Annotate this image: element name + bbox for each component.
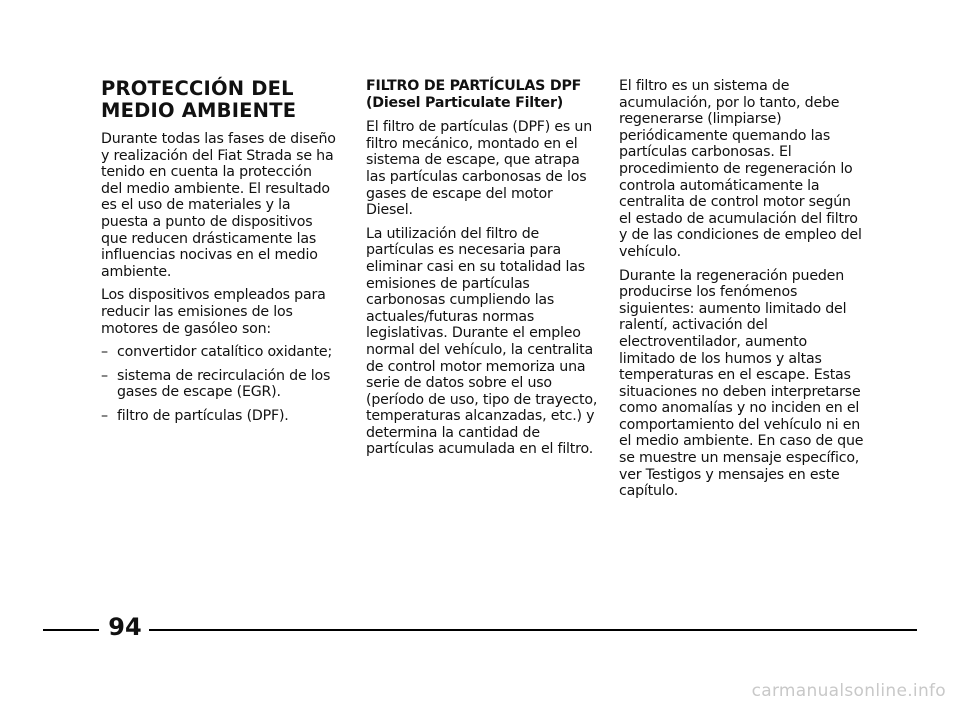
subheading-line-2: (Diesel Particulate Filter) [366, 94, 564, 111]
dpf-usage-paragraph: La utilización del filtro de partículas es necesaria para eliminar casi en su totalidad las emisiones de partículas carbonosas cumpliendo las actuales/futuras normas legislativas. Durante el empleo normal del vehículo, la centralita de control motor memoriza una serie de datos sobre el uso (período de uso, tipo de trayecto, temperaturas alcanzadas, etc.) y determina la cantidad de partículas acumulada en el filtro. [366, 225, 598, 458]
list-item-text: filtro de partículas (DPF). [117, 407, 289, 424]
heading-line-2: MEDIO AMBIENTE [101, 99, 297, 122]
column-regeneration [619, 78, 865, 507]
footer-rule-right [149, 629, 917, 631]
regeneration-effects-paragraph: Durante la regeneración pueden producirse los fenómenos siguientes: aumento limitado del ralentí, activación del electroventilador, aumento limitado de los humos y altas temperaturas en el escape. Estas situaciones no deben interpretarse como anomalías y no inciden en el comportamiento del vehículo ni en el medio ambiente. En caso de que se muestre un mensaje específico, ver Testigos y mensajes en este capítulo. [619, 267, 864, 500]
intro-paragraph: Durante todas las fases de diseño y realización del Fiat Strada se ha tenido en cuenta la protección del medio ambiente. El resultado es el uso de materiales y la puesta a punto de dispositivos que reducen drásticamente las influencias nocivas en el medio ambiente. [101, 131, 336, 280]
list-item-text: convertidor catalítico oxidante; [117, 344, 333, 361]
dash-bullet: – [101, 344, 108, 361]
subheading-line-1: FILTRO DE PARTÍCULAS DPF [366, 78, 582, 94]
subsection-heading [366, 78, 602, 111]
regeneration-paragraph: El filtro es un sistema de acumulación, por lo tanto, debe regenerarse (limpiarse) periódicamente quemando las partículas carbonosas. El procedimiento de regeneración lo controla automáticamente la centralita de control motor según el estado de acumulación del filtro y de las condiciones de empleo del vehículo. [619, 78, 862, 260]
page-number: 94 [108, 613, 142, 641]
section-heading [101, 78, 337, 122]
list-item [101, 408, 337, 425]
dash-bullet: – [101, 367, 108, 384]
column-dpf [366, 78, 602, 465]
list-item-text: sistema de recirculación de los gases de escape (EGR). [117, 367, 331, 401]
dpf-description-paragraph: El filtro de partículas (DPF) es un filtro mecánico, montado en el sistema de escape, que atrapa las partículas carbonosas de los gases de escape del motor Diesel. [366, 119, 593, 219]
column-environment [101, 78, 337, 432]
devices-paragraph: Los dispositivos empleados para reducir las emisiones de los motores de gasóleo son: [101, 287, 326, 337]
list-item [101, 368, 337, 401]
list-item [101, 344, 337, 361]
watermark-text: carmanualsonline.info [751, 681, 946, 701]
footer-rule-left [43, 629, 99, 631]
heading-line-1: PROTECCIÓN DEL [101, 77, 294, 100]
dash-bullet: – [101, 407, 108, 424]
